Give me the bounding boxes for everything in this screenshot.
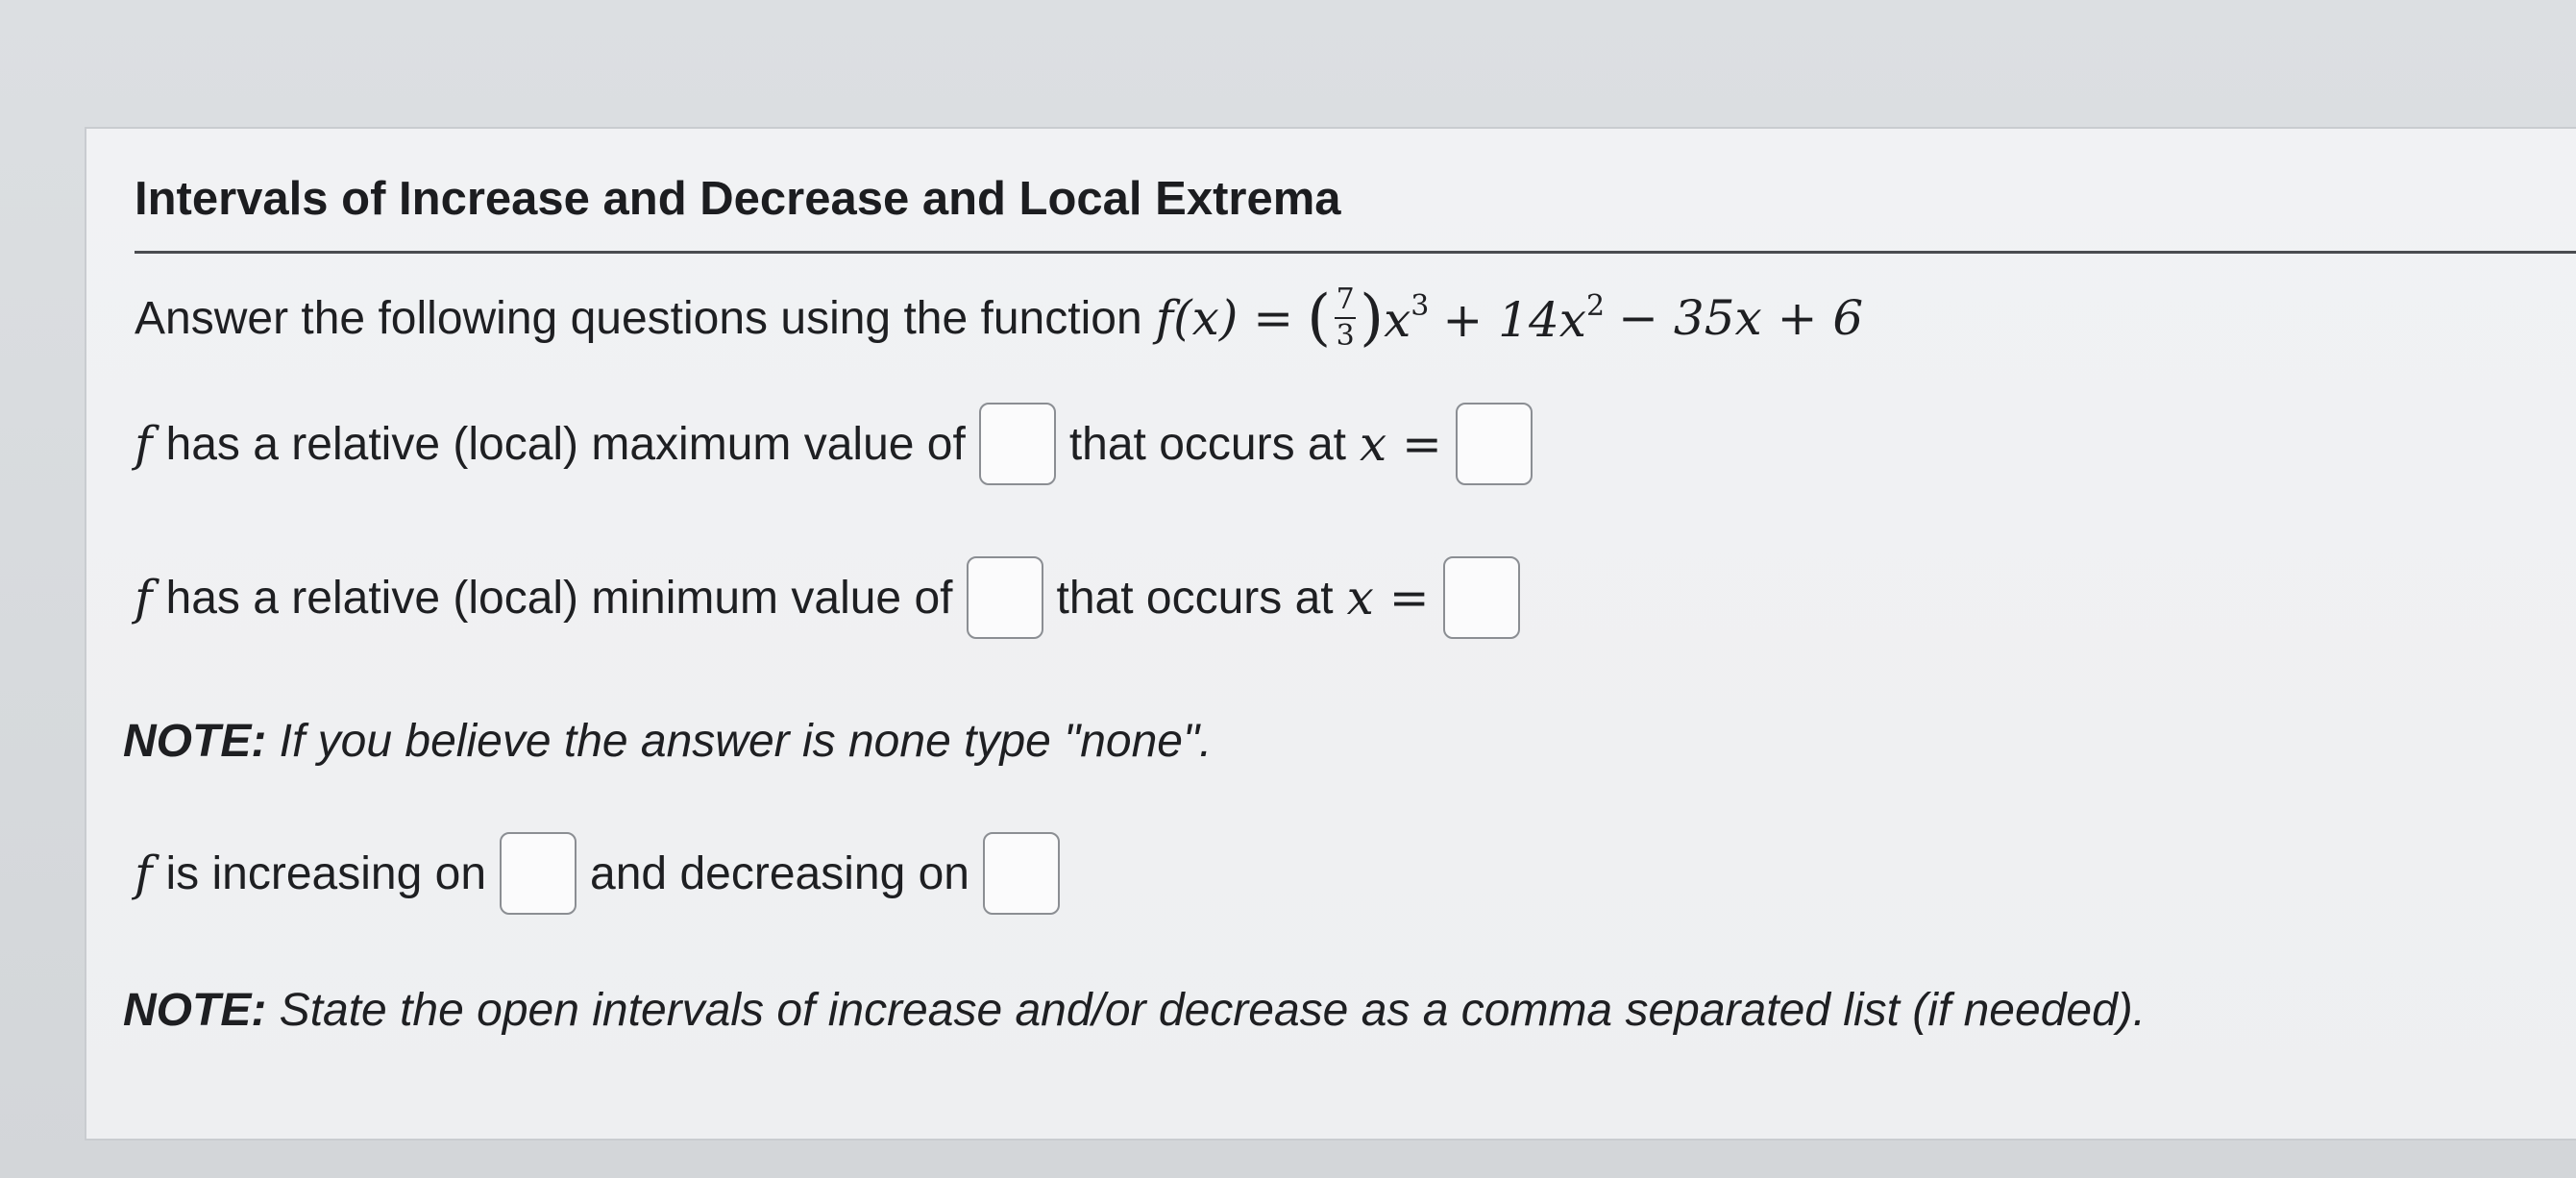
question-title: Intervals of Increase and Decrease and Local Extrema: [135, 173, 1341, 225]
term-x-squared: + $14x^2$: [1442, 288, 1606, 348]
note-none: [123, 715, 1212, 768]
f-symbol: f: [135, 416, 153, 472]
note-text: If you believe the answer is none type "none".: [279, 716, 1213, 767]
f-symbol: f: [135, 570, 153, 626]
intervals-question-line: [135, 832, 1073, 915]
note-label: NOTE:: [123, 716, 267, 767]
coefficient-fraction: [1335, 282, 1356, 353]
fraction-numerator: 7: [1336, 282, 1355, 316]
function-lhs: f(x) =: [1155, 290, 1294, 346]
note-text: State the open intervals of increase and/or decrease as a comma separated list (if needed).: [279, 985, 2147, 1036]
min-question-line: [135, 556, 1533, 639]
open-paren: (: [1307, 282, 1332, 354]
note-label: NOTE:: [123, 985, 267, 1036]
f-symbol: f: [135, 846, 153, 901]
increasing-text: is increasing on: [165, 847, 487, 899]
prompt-line: [135, 282, 1863, 354]
max-text-after: that occurs at: [1068, 418, 1346, 470]
question-panel: [85, 127, 2576, 1141]
term-linear-constant: − 35x + 6: [1618, 290, 1864, 346]
increasing-interval-input[interactable]: [500, 832, 577, 915]
min-value-input[interactable]: [967, 556, 1043, 639]
fraction-denominator: 3: [1336, 319, 1355, 353]
min-text-after: that occurs at: [1056, 572, 1334, 624]
close-paren: ): [1360, 282, 1385, 354]
min-text-before: has a relative (local) minimum value of: [165, 572, 953, 624]
max-x-input[interactable]: [1456, 403, 1533, 485]
decreasing-interval-input[interactable]: [983, 832, 1060, 915]
min-x-input[interactable]: [1443, 556, 1520, 639]
title-divider: [135, 251, 2576, 254]
prompt-text: Answer the following questions using the function: [135, 292, 1142, 344]
max-question-line: [135, 403, 1546, 485]
max-text-before: has a relative (local) maximum value of: [165, 418, 966, 470]
max-x-equals: x =: [1359, 416, 1442, 472]
max-value-input[interactable]: [979, 403, 1056, 485]
decreasing-text: and decreasing on: [590, 847, 969, 899]
min-x-equals: x =: [1346, 570, 1430, 626]
term-x-cubed: $x^3$: [1384, 288, 1430, 348]
note-intervals: [123, 984, 2146, 1037]
